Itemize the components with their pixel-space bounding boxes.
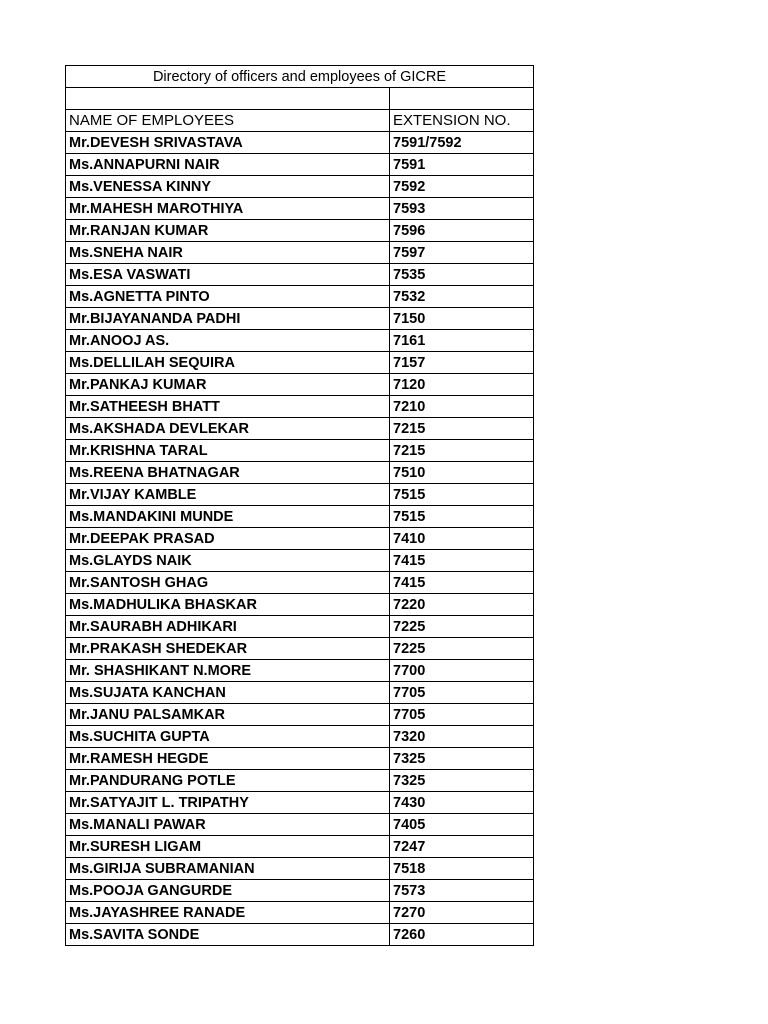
extension-cell: 7591 <box>390 154 534 176</box>
extension-cell: 7325 <box>390 748 534 770</box>
extension-cell: 7532 <box>390 286 534 308</box>
employee-name-cell: Ms.AGNETTA PINTO <box>66 286 390 308</box>
table-row <box>66 484 534 506</box>
extension-cell: 7247 <box>390 836 534 858</box>
extension-cell: 7592 <box>390 176 534 198</box>
employee-name-cell: Ms.POOJA GANGURDE <box>66 880 390 902</box>
extension-cell: 7270 <box>390 902 534 924</box>
employee-name-cell: Ms.SNEHA NAIR <box>66 242 390 264</box>
extension-cell: 7210 <box>390 396 534 418</box>
table-row <box>66 352 534 374</box>
employee-name-cell: Ms.ESA VASWATI <box>66 264 390 286</box>
employee-name-cell: Ms.MADHULIKA BHASKAR <box>66 594 390 616</box>
extension-cell: 7705 <box>390 704 534 726</box>
employee-name-cell: Ms.DELLILAH SEQUIRA <box>66 352 390 374</box>
table-row <box>66 396 534 418</box>
employee-name-cell: Ms.VENESSA KINNY <box>66 176 390 198</box>
table-row <box>66 704 534 726</box>
extension-cell: 7225 <box>390 616 534 638</box>
table-row <box>66 220 534 242</box>
employee-name-cell: Ms.SUJATA KANCHAN <box>66 682 390 704</box>
employee-name-cell: Mr.JANU PALSAMKAR <box>66 704 390 726</box>
table-row <box>66 374 534 396</box>
employee-name-cell: Mr.ANOOJ AS. <box>66 330 390 352</box>
employee-name-cell: Ms.REENA BHATNAGAR <box>66 462 390 484</box>
blank-row <box>66 88 534 110</box>
extension-cell: 7157 <box>390 352 534 374</box>
employee-name-cell: Ms.GLAYDS NAIK <box>66 550 390 572</box>
table-row <box>66 132 534 154</box>
table-row <box>66 792 534 814</box>
extension-column-header: EXTENSION NO. <box>390 110 534 132</box>
extension-cell: 7700 <box>390 660 534 682</box>
blank-cell <box>66 88 390 110</box>
extension-cell: 7215 <box>390 418 534 440</box>
employee-name-cell: Mr.VIJAY KAMBLE <box>66 484 390 506</box>
extension-cell: 7415 <box>390 572 534 594</box>
extension-cell: 7518 <box>390 858 534 880</box>
table-row <box>66 902 534 924</box>
extension-cell: 7515 <box>390 484 534 506</box>
employee-name-cell: Ms.SUCHITA GUPTA <box>66 726 390 748</box>
blank-cell <box>390 88 534 110</box>
extension-cell: 7220 <box>390 594 534 616</box>
employee-name-cell: Mr.DEEPAK PRASAD <box>66 528 390 550</box>
extension-cell: 7225 <box>390 638 534 660</box>
table-row <box>66 660 534 682</box>
directory-table <box>65 65 534 946</box>
employee-name-cell: Mr.DEVESH SRIVASTAVA <box>66 132 390 154</box>
table-row <box>66 682 534 704</box>
employee-name-cell: Ms.AKSHADA DEVLEKAR <box>66 418 390 440</box>
extension-cell: 7415 <box>390 550 534 572</box>
extension-cell: 7597 <box>390 242 534 264</box>
table-row <box>66 616 534 638</box>
directory-table-body <box>66 66 534 946</box>
extension-cell: 7150 <box>390 308 534 330</box>
table-row <box>66 748 534 770</box>
extension-cell: 7161 <box>390 330 534 352</box>
employee-name-cell: Mr.KRISHNA TARAL <box>66 440 390 462</box>
table-row <box>66 528 534 550</box>
table-row <box>66 880 534 902</box>
employee-name-cell: Mr.RAMESH HEGDE <box>66 748 390 770</box>
table-row <box>66 924 534 946</box>
table-row <box>66 814 534 836</box>
extension-cell: 7320 <box>390 726 534 748</box>
employee-name-cell: Ms.SAVITA SONDE <box>66 924 390 946</box>
extension-cell: 7591/7592 <box>390 132 534 154</box>
extension-cell: 7535 <box>390 264 534 286</box>
employee-name-cell: Mr.SATYAJIT L. TRIPATHY <box>66 792 390 814</box>
extension-cell: 7430 <box>390 792 534 814</box>
table-row <box>66 594 534 616</box>
table-row <box>66 836 534 858</box>
table-row <box>66 506 534 528</box>
table-row <box>66 462 534 484</box>
employee-name-cell: Mr.SANTOSH GHAG <box>66 572 390 594</box>
extension-cell: 7120 <box>390 374 534 396</box>
extension-cell: 7705 <box>390 682 534 704</box>
employee-name-cell: Mr.SURESH LIGAM <box>66 836 390 858</box>
extension-cell: 7593 <box>390 198 534 220</box>
extension-cell: 7410 <box>390 528 534 550</box>
table-row <box>66 308 534 330</box>
table-row <box>66 770 534 792</box>
document-title: Directory of officers and employees of GICRE <box>66 66 534 88</box>
extension-cell: 7510 <box>390 462 534 484</box>
extension-cell: 7515 <box>390 506 534 528</box>
table-row <box>66 418 534 440</box>
table-row <box>66 264 534 286</box>
employee-name-cell: Mr.PANDURANG POTLE <box>66 770 390 792</box>
table-row <box>66 330 534 352</box>
title-row <box>66 66 534 88</box>
name-column-header: NAME OF EMPLOYEES <box>66 110 390 132</box>
employee-name-cell: Mr.SAURABH ADHIKARI <box>66 616 390 638</box>
employee-name-cell: Mr.BIJAYANANDA PADHI <box>66 308 390 330</box>
extension-cell: 7325 <box>390 770 534 792</box>
extension-cell: 7215 <box>390 440 534 462</box>
employee-name-cell: Ms.ANNAPURNI NAIR <box>66 154 390 176</box>
employee-name-cell: Ms.JAYASHREE RANADE <box>66 902 390 924</box>
employee-name-cell: Mr.PRAKASH SHEDEKAR <box>66 638 390 660</box>
extension-cell: 7260 <box>390 924 534 946</box>
employee-name-cell: Mr. SHASHIKANT N.MORE <box>66 660 390 682</box>
employee-name-cell: Ms.MANALI PAWAR <box>66 814 390 836</box>
employee-name-cell: Mr.MAHESH MAROTHIYA <box>66 198 390 220</box>
header-row <box>66 110 534 132</box>
table-row <box>66 550 534 572</box>
employee-name-cell: Ms.MANDAKINI MUNDE <box>66 506 390 528</box>
extension-cell: 7405 <box>390 814 534 836</box>
table-row <box>66 154 534 176</box>
table-row <box>66 858 534 880</box>
employee-name-cell: Mr.RANJAN KUMAR <box>66 220 390 242</box>
table-row <box>66 726 534 748</box>
employee-name-cell: Ms.GIRIJA SUBRAMANIAN <box>66 858 390 880</box>
table-row <box>66 286 534 308</box>
table-row <box>66 176 534 198</box>
employee-name-cell: Mr.SATHEESH BHATT <box>66 396 390 418</box>
table-row <box>66 198 534 220</box>
table-row <box>66 572 534 594</box>
table-row <box>66 638 534 660</box>
table-row <box>66 242 534 264</box>
extension-cell: 7596 <box>390 220 534 242</box>
employee-name-cell: Mr.PANKAJ KUMAR <box>66 374 390 396</box>
table-row <box>66 440 534 462</box>
extension-cell: 7573 <box>390 880 534 902</box>
